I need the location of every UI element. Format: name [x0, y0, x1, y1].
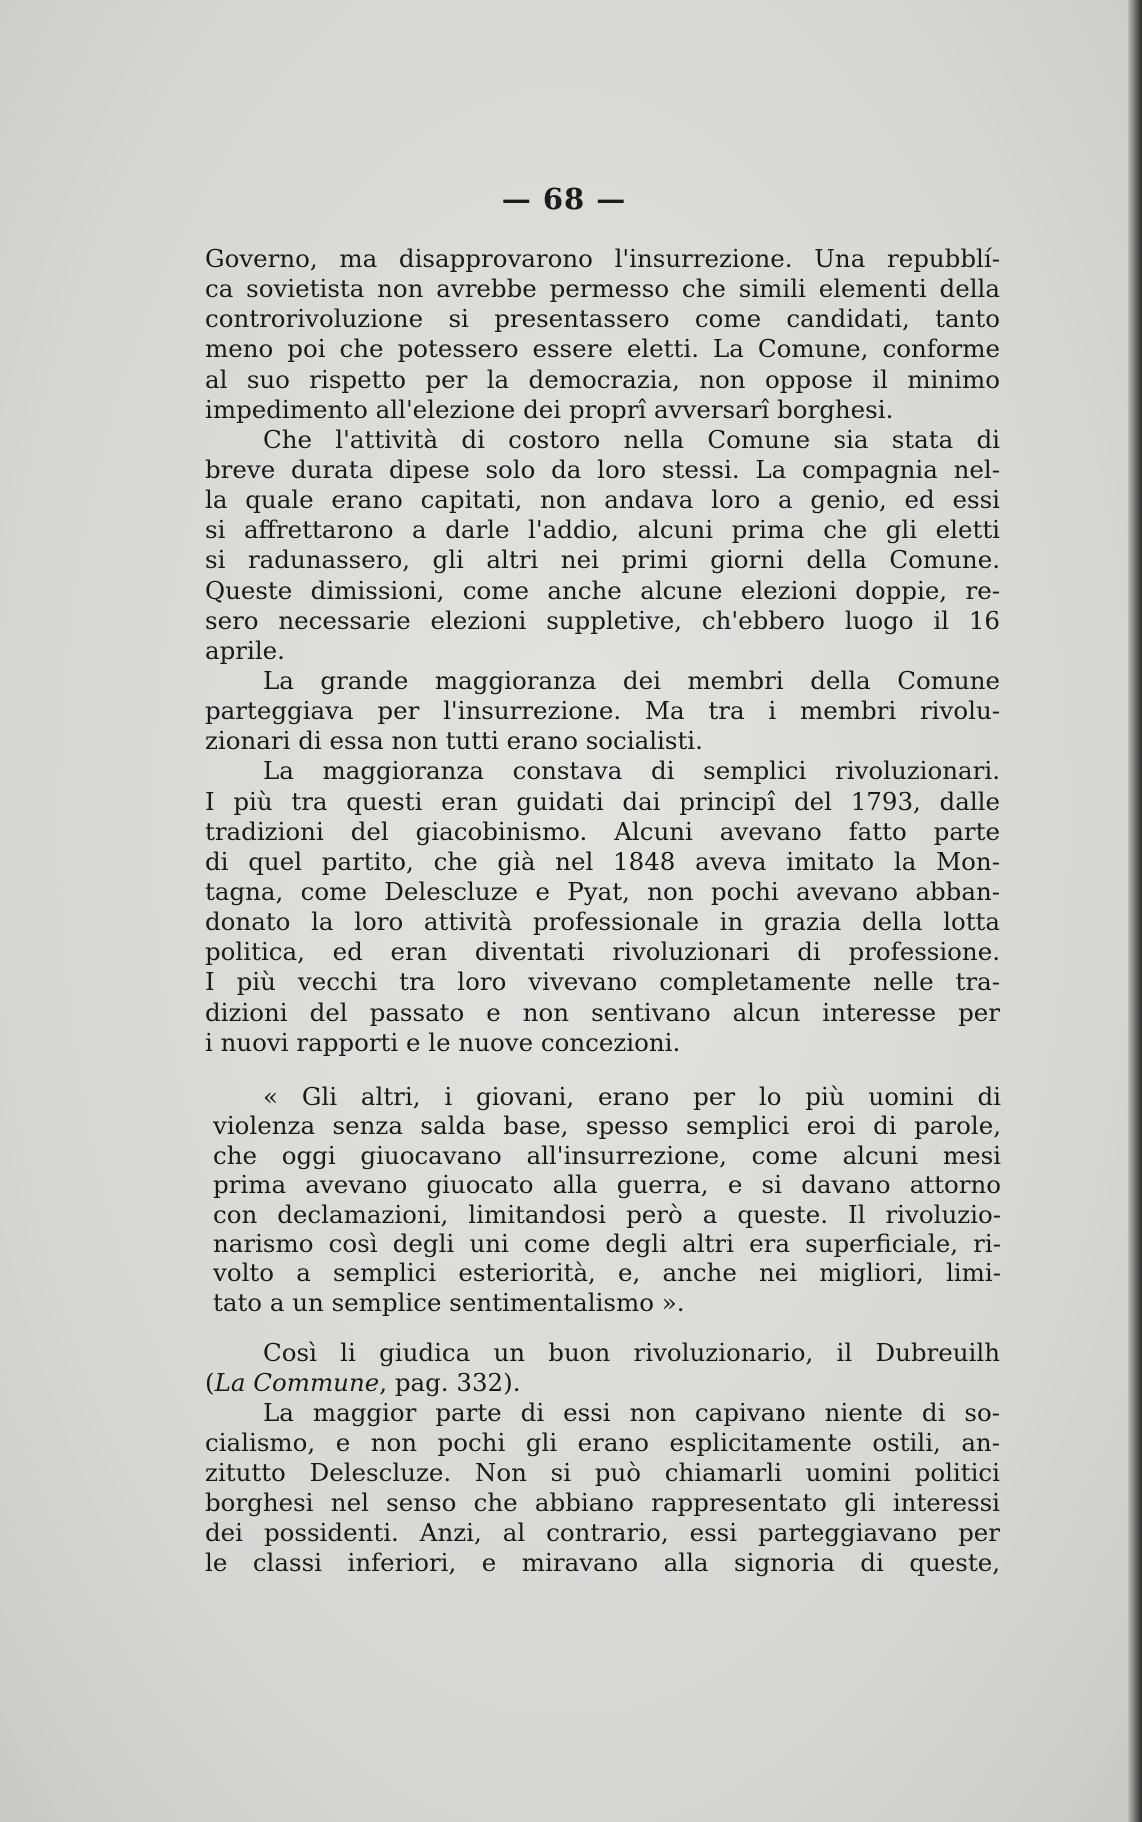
text-line: La grande maggioranza dei membri della Comune — [263, 665, 1000, 695]
quote-line: con declamazioni, limitandosi però a queste. Il rivoluzio- — [213, 1199, 1001, 1229]
text-line: impedimento all'elezione dei proprî avversarî borghesi. — [205, 394, 894, 424]
text-line: dizioni del passato e non sentivano alcun interesse per — [205, 997, 1000, 1027]
text-line: Governo, ma disapprovarono l'insurrezione. Una repubblí- — [205, 244, 1000, 273]
page-number: — 68 — — [501, 182, 627, 216]
text-line: La maggior parte di essi non capivano niente di so- — [263, 1398, 1000, 1427]
citation-open: ( — [205, 1368, 215, 1397]
text-line: controrivoluzione si presentassero come candidati, tanto — [205, 304, 1000, 334]
text-line: Che l'attività di costoro nella Comune sia stata di — [263, 424, 1000, 454]
text-line: zitutto Delescluze. Non si può chiamarli uomini politici — [205, 1458, 1000, 1487]
text-line: aprile. — [205, 635, 285, 665]
citation-rest: , pag. 332). — [379, 1368, 521, 1397]
text-line: sero necessarie elezioni suppletive, ch'ebbero luogo il 16 — [205, 605, 1000, 635]
block-quote — [213, 1082, 1001, 1317]
text-line: si radunassero, gli altri nei primi giorni della Comune. — [205, 545, 1000, 575]
text-line: dei possidenti. Anzi, al contrario, essi parteggiavano per — [205, 1518, 1000, 1547]
citation-line — [205, 1368, 1000, 1398]
text-line: meno poi che potessero essere eletti. La Comune, conforme — [205, 334, 1000, 364]
text-line: i nuovi rapporti e le nuove concezioni. — [205, 1027, 681, 1057]
text-line: Queste dimissioni, come anche alcune elezioni doppie, re- — [205, 575, 1000, 605]
quote-line: violenza senza salda base, spesso semplici eroi di parole, — [213, 1111, 1001, 1141]
paragraph-block-a — [205, 244, 1000, 1058]
text-line: breve durata dipese solo da loro stessi. La compagnia nel- — [205, 454, 1000, 484]
quote-line: « Gli altri, i giovani, erano per lo più uomini di — [263, 1082, 1001, 1111]
text-line: La maggioranza constava di semplici rivoluzionari. — [263, 756, 1000, 786]
text-line: tagna, come Delescluze e Pyat, non pochi avevano abban- — [205, 876, 1000, 906]
quote-line: volto a semplici esteriorità, e, anche nei migliori, limi- — [213, 1258, 1001, 1288]
text-line: ca sovietista non avrebbe permesso che simili elementi della — [205, 274, 1000, 304]
text-line: I più vecchi tra loro vivevano completamente nelle tra- — [205, 967, 1000, 997]
text-line: parteggiava per l'insurrezione. Ma tra i membri rivolu- — [205, 696, 1000, 726]
page-edge-shadow — [1128, 0, 1142, 1822]
citation-title: La Commune — [214, 1368, 380, 1397]
text-line: Così li giudica un buon rivoluzionario, il Dubreuilh — [263, 1338, 1000, 1367]
text-line: si affrettarono a darle l'addio, alcuni prima che gli eletti — [205, 515, 1000, 545]
text-line: di quel partito, che già nel 1848 aveva imitato la Mon- — [205, 846, 1000, 876]
text-line: I più tra questi eran guidati dai principî del 1793, dalle — [205, 786, 1000, 816]
text-line: donato la loro attività professionale in grazia della lotta — [205, 907, 1000, 937]
text-line: le classi inferiori, e miravano alla signoria di queste, — [205, 1548, 1000, 1577]
text-line: al suo rispetto per la democrazia, non oppose il minimo — [205, 364, 1000, 394]
paragraph-block-b — [205, 1338, 1000, 1578]
quote-line: narismo così degli uni come degli altri era superficiale, ri- — [213, 1228, 1001, 1258]
text-line: tradizioni del giacobinismo. Alcuni avevano fatto parte — [205, 816, 1000, 846]
quote-line: tato a un semplice sentimentalismo ». — [213, 1287, 685, 1317]
text-line: zionari di essa non tutti erano socialisti. — [205, 726, 703, 756]
text-line: cialismo, e non pochi gli erano esplicitamente ostili, an- — [205, 1428, 1000, 1457]
quote-line: prima avevano giuocato alla guerra, e si davano attorno — [213, 1170, 1001, 1200]
text-line: la quale erano capitati, non andava loro a genio, ed essi — [205, 485, 1000, 515]
text-line: borghesi nel senso che abbiano rappresentato gli interessi — [205, 1488, 1000, 1517]
quote-line: che oggi giuocavano all'insurrezione, come alcuni mesi — [213, 1140, 1001, 1170]
text-line: politica, ed eran diventati rivoluzionari di professione. — [205, 937, 1000, 967]
